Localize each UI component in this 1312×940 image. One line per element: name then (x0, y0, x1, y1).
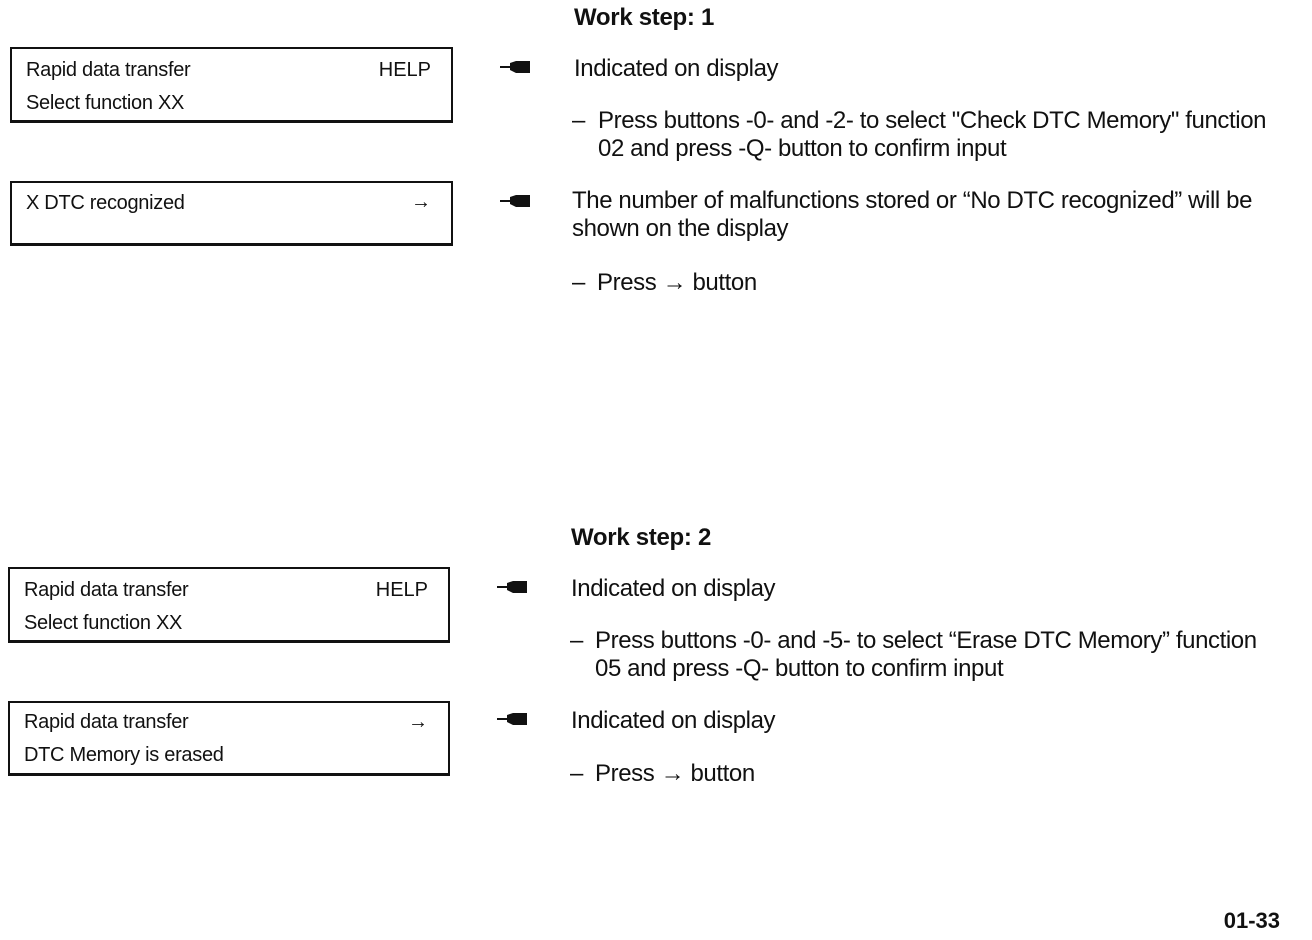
display-help-label: HELP (375, 579, 428, 601)
dash-bullet: – (572, 269, 586, 296)
page-number: 01-33 (1223, 908, 1280, 933)
dash-bullet: – (570, 627, 584, 654)
display-box-step1-a (10, 47, 453, 123)
instruction-action-line1: Press buttons -0- and -5- to select “Erase DTC Memory” function (595, 627, 1257, 654)
display-line-1: Rapid data transfer (26, 59, 191, 81)
display-help-label: HELP (378, 59, 431, 81)
instruction-info: Indicated on display (571, 707, 776, 734)
pointing-hand-icon (500, 60, 532, 74)
display-line-1: Rapid data transfer (24, 711, 189, 733)
instruction-info-line2: shown on the display (572, 215, 789, 242)
instruction-action: Press → button (597, 269, 757, 296)
pointing-hand-icon (497, 580, 529, 594)
display-line-2: Select function XX (24, 612, 183, 634)
step-2-title: Work step: 2 (571, 524, 711, 551)
instruction-action-line2: 05 and press -Q- button to confirm input (595, 655, 1004, 682)
dash-bullet: – (572, 107, 586, 134)
instruction-info-line1: The number of malfunctions stored or “No DTC recognized” will be (572, 187, 1253, 214)
pointing-hand-icon (500, 194, 532, 208)
display-box-step2-a (8, 567, 450, 643)
instruction-info: Indicated on display (574, 55, 779, 82)
dash-bullet: – (570, 760, 584, 787)
display-box-step1-b (10, 181, 453, 246)
display-arrow: → (411, 191, 431, 213)
display-line-2: Select function XX (26, 92, 185, 114)
instruction-info: Indicated on display (571, 575, 776, 602)
display-box-step2-b (8, 701, 450, 776)
instruction-action-line2: 02 and press -Q- button to confirm input (598, 135, 1007, 162)
display-line-2: DTC Memory is erased (24, 744, 224, 766)
instruction-action-line1: Press buttons -0- and -2- to select "Check DTC Memory" function (598, 107, 1267, 134)
display-line-1: Rapid data transfer (24, 579, 189, 601)
display-arrow: → (408, 711, 428, 733)
instruction-action: Press → button (595, 760, 755, 787)
pointing-hand-icon (497, 712, 529, 726)
display-line-1: X DTC recognized (26, 192, 185, 214)
step-1-title: Work step: 1 (574, 4, 714, 31)
